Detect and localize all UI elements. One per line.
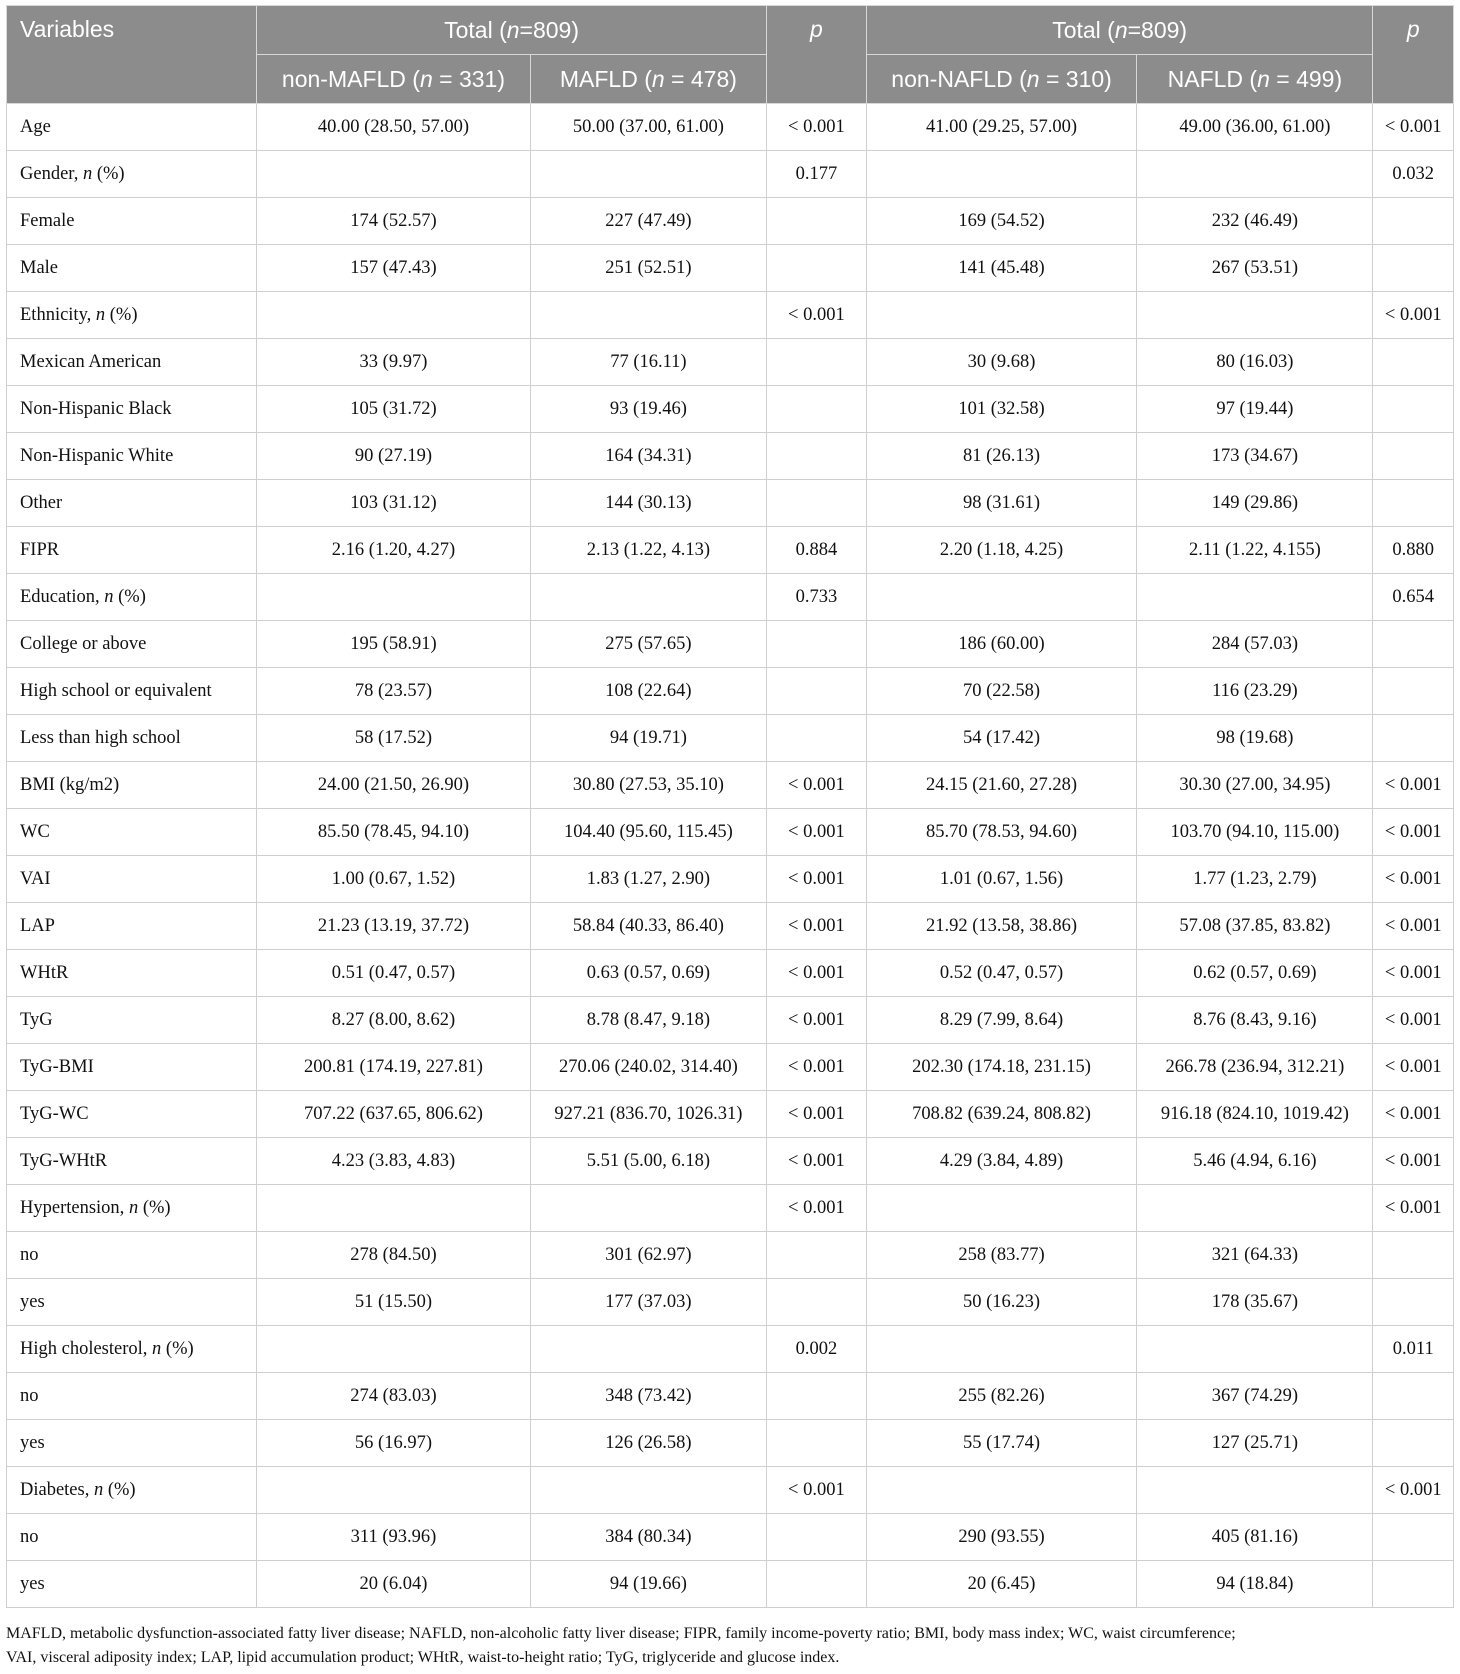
cell-non-nafld: 186 (60.00) [866,621,1137,668]
cell-non-mafld: 78 (23.57) [257,668,531,715]
row-label: yes [7,1279,257,1326]
cell-p-nafld: 0.880 [1373,527,1454,574]
cell-nafld: 8.76 (8.43, 9.16) [1137,997,1373,1044]
header-nafld: NAFLD (n = 499) [1137,55,1373,104]
table-row [7,1420,1454,1467]
cell-non-mafld: 33 (9.97) [257,339,531,386]
row-label: TyG-WC [7,1091,257,1138]
table-row [7,574,1454,621]
cell-mafld: 5.51 (5.00, 6.18) [530,1138,766,1185]
cell-non-nafld [866,292,1137,339]
cell-mafld: 384 (80.34) [530,1514,766,1561]
cell-non-nafld: 81 (26.13) [866,433,1137,480]
table-row [7,292,1454,339]
cell-p-mafld [766,339,866,386]
table-row [7,621,1454,668]
cell-mafld: 8.78 (8.47, 9.18) [530,997,766,1044]
header-variables: Variables [7,6,257,104]
cell-p-mafld [766,668,866,715]
cell-non-nafld: 4.29 (3.84, 4.89) [866,1138,1137,1185]
cell-non-nafld: 54 (17.42) [866,715,1137,762]
cell-mafld: 164 (34.31) [530,433,766,480]
cell-non-nafld [866,1467,1137,1514]
cell-nafld: 267 (53.51) [1137,245,1373,292]
cell-mafld: 77 (16.11) [530,339,766,386]
cell-non-mafld [257,292,531,339]
cell-p-nafld [1373,339,1454,386]
cell-nafld: 232 (46.49) [1137,198,1373,245]
cell-p-mafld [766,386,866,433]
row-label: Hypertension, n (%) [7,1185,257,1232]
cell-non-mafld: 85.50 (78.45, 94.10) [257,809,531,856]
cell-non-mafld: 195 (58.91) [257,621,531,668]
cell-non-mafld: 103 (31.12) [257,480,531,527]
cell-non-nafld: 8.29 (7.99, 8.64) [866,997,1137,1044]
cell-p-nafld [1373,433,1454,480]
cell-mafld: 251 (52.51) [530,245,766,292]
cell-non-mafld: 56 (16.97) [257,1420,531,1467]
cell-p-mafld: < 0.001 [766,104,866,151]
cell-p-nafld [1373,386,1454,433]
cell-nafld: 367 (74.29) [1137,1373,1373,1420]
table-header [7,6,1454,104]
cell-mafld [530,1185,766,1232]
table-row [7,1467,1454,1514]
cell-nafld: 0.62 (0.57, 0.69) [1137,950,1373,997]
cell-nafld: 173 (34.67) [1137,433,1373,480]
row-label: WC [7,809,257,856]
cell-p-nafld: < 0.001 [1373,997,1454,1044]
header-non-mafld: non-MAFLD (n = 331) [257,55,531,104]
row-label: Ethnicity, n (%) [7,292,257,339]
table-row [7,386,1454,433]
cell-non-mafld: 157 (47.43) [257,245,531,292]
cell-nafld [1137,574,1373,621]
row-label: Age [7,104,257,151]
cell-non-nafld: 41.00 (29.25, 57.00) [866,104,1137,151]
cell-non-mafld: 1.00 (0.67, 1.52) [257,856,531,903]
cell-non-mafld: 58 (17.52) [257,715,531,762]
cell-non-nafld: 169 (54.52) [866,198,1137,245]
cell-p-nafld: < 0.001 [1373,762,1454,809]
cell-mafld: 30.80 (27.53, 35.10) [530,762,766,809]
table-body [7,104,1454,1608]
cell-mafld: 94 (19.66) [530,1561,766,1608]
cell-non-mafld: 200.81 (174.19, 227.81) [257,1044,531,1091]
table-row [7,1138,1454,1185]
cell-p-mafld: 0.733 [766,574,866,621]
table-row [7,1514,1454,1561]
cell-non-nafld: 0.52 (0.47, 0.57) [866,950,1137,997]
cell-p-nafld [1373,1420,1454,1467]
cell-non-mafld [257,151,531,198]
table-row [7,1185,1454,1232]
row-label: VAI [7,856,257,903]
cell-non-mafld: 707.22 (637.65, 806.62) [257,1091,531,1138]
cell-p-nafld [1373,245,1454,292]
cell-nafld [1137,1326,1373,1373]
cell-mafld: 2.13 (1.22, 4.13) [530,527,766,574]
table-row [7,1373,1454,1420]
cell-p-mafld [766,480,866,527]
cell-p-nafld: < 0.001 [1373,1044,1454,1091]
table-row [7,1044,1454,1091]
cell-p-mafld [766,1279,866,1326]
table-row [7,527,1454,574]
characteristics-table [6,5,1454,1608]
row-label: Mexican American [7,339,257,386]
row-label: no [7,1373,257,1420]
cell-p-mafld: 0.884 [766,527,866,574]
cell-non-nafld: 202.30 (174.18, 231.15) [866,1044,1137,1091]
cell-nafld: 80 (16.03) [1137,339,1373,386]
header-total-right: Total (n=809) [866,6,1373,55]
cell-nafld: 97 (19.44) [1137,386,1373,433]
table-row [7,1279,1454,1326]
cell-nafld [1137,292,1373,339]
cell-non-mafld: 20 (6.04) [257,1561,531,1608]
cell-p-mafld: < 0.001 [766,1044,866,1091]
cell-p-nafld: < 0.001 [1373,856,1454,903]
cell-nafld: 1.77 (1.23, 2.79) [1137,856,1373,903]
cell-p-mafld: < 0.001 [766,292,866,339]
cell-non-nafld: 21.92 (13.58, 38.86) [866,903,1137,950]
row-label: Less than high school [7,715,257,762]
row-label: no [7,1514,257,1561]
cell-p-mafld [766,245,866,292]
cell-p-nafld: < 0.001 [1373,1138,1454,1185]
table-row [7,198,1454,245]
cell-nafld: 98 (19.68) [1137,715,1373,762]
cell-p-mafld: < 0.001 [766,1185,866,1232]
cell-p-mafld: < 0.001 [766,856,866,903]
row-label: yes [7,1420,257,1467]
cell-non-nafld: 30 (9.68) [866,339,1137,386]
cell-nafld: 916.18 (824.10, 1019.42) [1137,1091,1373,1138]
cell-mafld: 108 (22.64) [530,668,766,715]
cell-nafld: 30.30 (27.00, 34.95) [1137,762,1373,809]
cell-p-mafld: 0.177 [766,151,866,198]
table-row [7,480,1454,527]
table-row [7,433,1454,480]
table-row [7,950,1454,997]
row-label: Diabetes, n (%) [7,1467,257,1514]
row-label: TyG [7,997,257,1044]
table-row [7,903,1454,950]
cell-non-nafld: 85.70 (78.53, 94.60) [866,809,1137,856]
table-row [7,715,1454,762]
cell-nafld: 149 (29.86) [1137,480,1373,527]
row-label: Male [7,245,257,292]
cell-non-nafld [866,1185,1137,1232]
cell-mafld: 144 (30.13) [530,480,766,527]
cell-p-mafld [766,1373,866,1420]
table-row [7,762,1454,809]
table-row [7,104,1454,151]
cell-non-nafld: 98 (31.61) [866,480,1137,527]
cell-nafld: 178 (35.67) [1137,1279,1373,1326]
cell-p-mafld: < 0.001 [766,903,866,950]
cell-p-nafld [1373,198,1454,245]
table-row [7,809,1454,856]
cell-p-nafld: < 0.001 [1373,950,1454,997]
cell-p-mafld: < 0.001 [766,1138,866,1185]
cell-p-mafld: < 0.001 [766,1091,866,1138]
cell-nafld: 2.11 (1.22, 4.155) [1137,527,1373,574]
cell-p-mafld [766,433,866,480]
cell-p-nafld: 0.032 [1373,151,1454,198]
cell-mafld [530,292,766,339]
cell-mafld: 93 (19.46) [530,386,766,433]
footnote-line-1: MAFLD, metabolic dysfunction-associated fatty liver disease; NAFLD, non-alcoholic fatty liver disease; FIPR, family income-poverty ratio; BMI, body mass index; WC, waist circumference; [6,1625,1236,1642]
cell-p-mafld: < 0.001 [766,809,866,856]
footnote-line-2: VAI, visceral adiposity index; LAP, lipid accumulation product; WHtR, waist-to-height ratio; TyG, triglyceride and glucose index. [6,1649,840,1666]
cell-p-nafld: < 0.001 [1373,1467,1454,1514]
cell-non-nafld: 1.01 (0.67, 1.56) [866,856,1137,903]
cell-p-mafld: < 0.001 [766,997,866,1044]
cell-p-mafld [766,621,866,668]
cell-nafld [1137,1467,1373,1514]
cell-mafld [530,151,766,198]
cell-non-nafld: 2.20 (1.18, 4.25) [866,527,1137,574]
table-row [7,339,1454,386]
cell-non-nafld [866,574,1137,621]
cell-mafld: 94 (19.71) [530,715,766,762]
row-label: Non-Hispanic Black [7,386,257,433]
cell-p-nafld: 0.654 [1373,574,1454,621]
cell-non-nafld [866,151,1137,198]
cell-p-nafld: < 0.001 [1373,903,1454,950]
cell-nafld: 57.08 (37.85, 83.82) [1137,903,1373,950]
cell-non-nafld: 708.82 (639.24, 808.82) [866,1091,1137,1138]
cell-mafld: 50.00 (37.00, 61.00) [530,104,766,151]
cell-nafld: 321 (64.33) [1137,1232,1373,1279]
row-label: LAP [7,903,257,950]
cell-mafld: 927.21 (836.70, 1026.31) [530,1091,766,1138]
cell-non-mafld: 174 (52.57) [257,198,531,245]
cell-nafld [1137,1185,1373,1232]
cell-p-nafld: < 0.001 [1373,1185,1454,1232]
cell-nafld: 5.46 (4.94, 6.16) [1137,1138,1373,1185]
cell-mafld: 104.40 (95.60, 115.45) [530,809,766,856]
cell-non-nafld: 70 (22.58) [866,668,1137,715]
cell-nafld: 49.00 (36.00, 61.00) [1137,104,1373,151]
cell-mafld [530,574,766,621]
cell-nafld [1137,151,1373,198]
cell-non-nafld: 20 (6.45) [866,1561,1137,1608]
header-total-left: Total (n=809) [257,6,767,55]
cell-non-mafld [257,1467,531,1514]
cell-p-nafld [1373,1373,1454,1420]
cell-p-mafld [766,198,866,245]
cell-non-mafld: 105 (31.72) [257,386,531,433]
cell-non-mafld: 274 (83.03) [257,1373,531,1420]
cell-non-mafld: 51 (15.50) [257,1279,531,1326]
cell-non-mafld [257,1185,531,1232]
cell-nafld: 103.70 (94.10, 115.00) [1137,809,1373,856]
table-row [7,1232,1454,1279]
cell-non-mafld: 24.00 (21.50, 26.90) [257,762,531,809]
table-row [7,1091,1454,1138]
cell-mafld: 1.83 (1.27, 2.90) [530,856,766,903]
cell-p-mafld: 0.002 [766,1326,866,1373]
cell-mafld [530,1467,766,1514]
header-p-right: p [1373,6,1454,104]
cell-p-nafld: < 0.001 [1373,1091,1454,1138]
cell-non-mafld: 8.27 (8.00, 8.62) [257,997,531,1044]
table-row [7,1326,1454,1373]
cell-mafld: 227 (47.49) [530,198,766,245]
cell-mafld: 0.63 (0.57, 0.69) [530,950,766,997]
cell-non-nafld: 24.15 (21.60, 27.28) [866,762,1137,809]
row-label: Education, n (%) [7,574,257,621]
cell-non-nafld: 101 (32.58) [866,386,1137,433]
cell-non-mafld: 2.16 (1.20, 4.27) [257,527,531,574]
cell-nafld: 266.78 (236.94, 312.21) [1137,1044,1373,1091]
cell-non-nafld: 258 (83.77) [866,1232,1137,1279]
cell-p-mafld [766,715,866,762]
row-label: no [7,1232,257,1279]
cell-non-mafld: 311 (93.96) [257,1514,531,1561]
row-label: WHtR [7,950,257,997]
row-label: TyG-BMI [7,1044,257,1091]
cell-nafld: 284 (57.03) [1137,621,1373,668]
cell-non-mafld [257,1326,531,1373]
cell-non-nafld: 290 (93.55) [866,1514,1137,1561]
cell-non-nafld: 141 (45.48) [866,245,1137,292]
row-label: College or above [7,621,257,668]
table-row [7,997,1454,1044]
cell-non-nafld [866,1326,1137,1373]
cell-p-mafld: < 0.001 [766,950,866,997]
cell-p-nafld: < 0.001 [1373,809,1454,856]
cell-mafld: 301 (62.97) [530,1232,766,1279]
cell-non-nafld: 255 (82.26) [866,1373,1137,1420]
table-row [7,1561,1454,1608]
cell-p-nafld [1373,1279,1454,1326]
cell-non-mafld: 278 (84.50) [257,1232,531,1279]
cell-p-nafld [1373,1561,1454,1608]
cell-non-nafld: 55 (17.74) [866,1420,1137,1467]
cell-non-mafld [257,574,531,621]
row-label: High school or equivalent [7,668,257,715]
cell-non-mafld: 21.23 (13.19, 37.72) [257,903,531,950]
cell-p-mafld [766,1420,866,1467]
cell-mafld: 177 (37.03) [530,1279,766,1326]
cell-p-mafld: < 0.001 [766,1467,866,1514]
row-label: Gender, n (%) [7,151,257,198]
cell-mafld: 270.06 (240.02, 314.40) [530,1044,766,1091]
row-label: TyG-WHtR [7,1138,257,1185]
cell-non-mafld: 90 (27.19) [257,433,531,480]
cell-mafld: 58.84 (40.33, 86.40) [530,903,766,950]
row-label: yes [7,1561,257,1608]
row-label: Non-Hispanic White [7,433,257,480]
table-footnote [6,1622,1454,1670]
cell-mafld: 348 (73.42) [530,1373,766,1420]
cell-mafld: 275 (57.65) [530,621,766,668]
cell-p-nafld: < 0.001 [1373,292,1454,339]
cell-p-mafld [766,1514,866,1561]
cell-non-mafld: 0.51 (0.47, 0.57) [257,950,531,997]
table-row [7,151,1454,198]
header-p-left: p [766,6,866,104]
cell-nafld: 405 (81.16) [1137,1514,1373,1561]
row-label: BMI (kg/m2) [7,762,257,809]
cell-p-mafld [766,1561,866,1608]
cell-p-nafld [1373,621,1454,668]
row-label: Female [7,198,257,245]
row-label: FIPR [7,527,257,574]
cell-non-mafld: 40.00 (28.50, 57.00) [257,104,531,151]
cell-p-nafld [1373,1514,1454,1561]
table-container [6,5,1454,1608]
row-label: High cholesterol, n (%) [7,1326,257,1373]
cell-p-nafld [1373,668,1454,715]
cell-nafld: 116 (23.29) [1137,668,1373,715]
table-row [7,668,1454,715]
cell-nafld: 127 (25.71) [1137,1420,1373,1467]
cell-mafld [530,1326,766,1373]
row-label: Other [7,480,257,527]
cell-non-mafld: 4.23 (3.83, 4.83) [257,1138,531,1185]
cell-mafld: 126 (26.58) [530,1420,766,1467]
cell-nafld: 94 (18.84) [1137,1561,1373,1608]
table-row [7,856,1454,903]
header-non-nafld: non-NAFLD (n = 310) [866,55,1137,104]
cell-p-mafld: < 0.001 [766,762,866,809]
header-mafld: MAFLD (n = 478) [530,55,766,104]
cell-p-nafld [1373,1232,1454,1279]
cell-p-nafld: < 0.001 [1373,104,1454,151]
cell-p-mafld [766,1232,866,1279]
cell-p-nafld [1373,715,1454,762]
table-row [7,245,1454,292]
cell-non-nafld: 50 (16.23) [866,1279,1137,1326]
cell-p-nafld: 0.011 [1373,1326,1454,1373]
cell-p-nafld [1373,480,1454,527]
